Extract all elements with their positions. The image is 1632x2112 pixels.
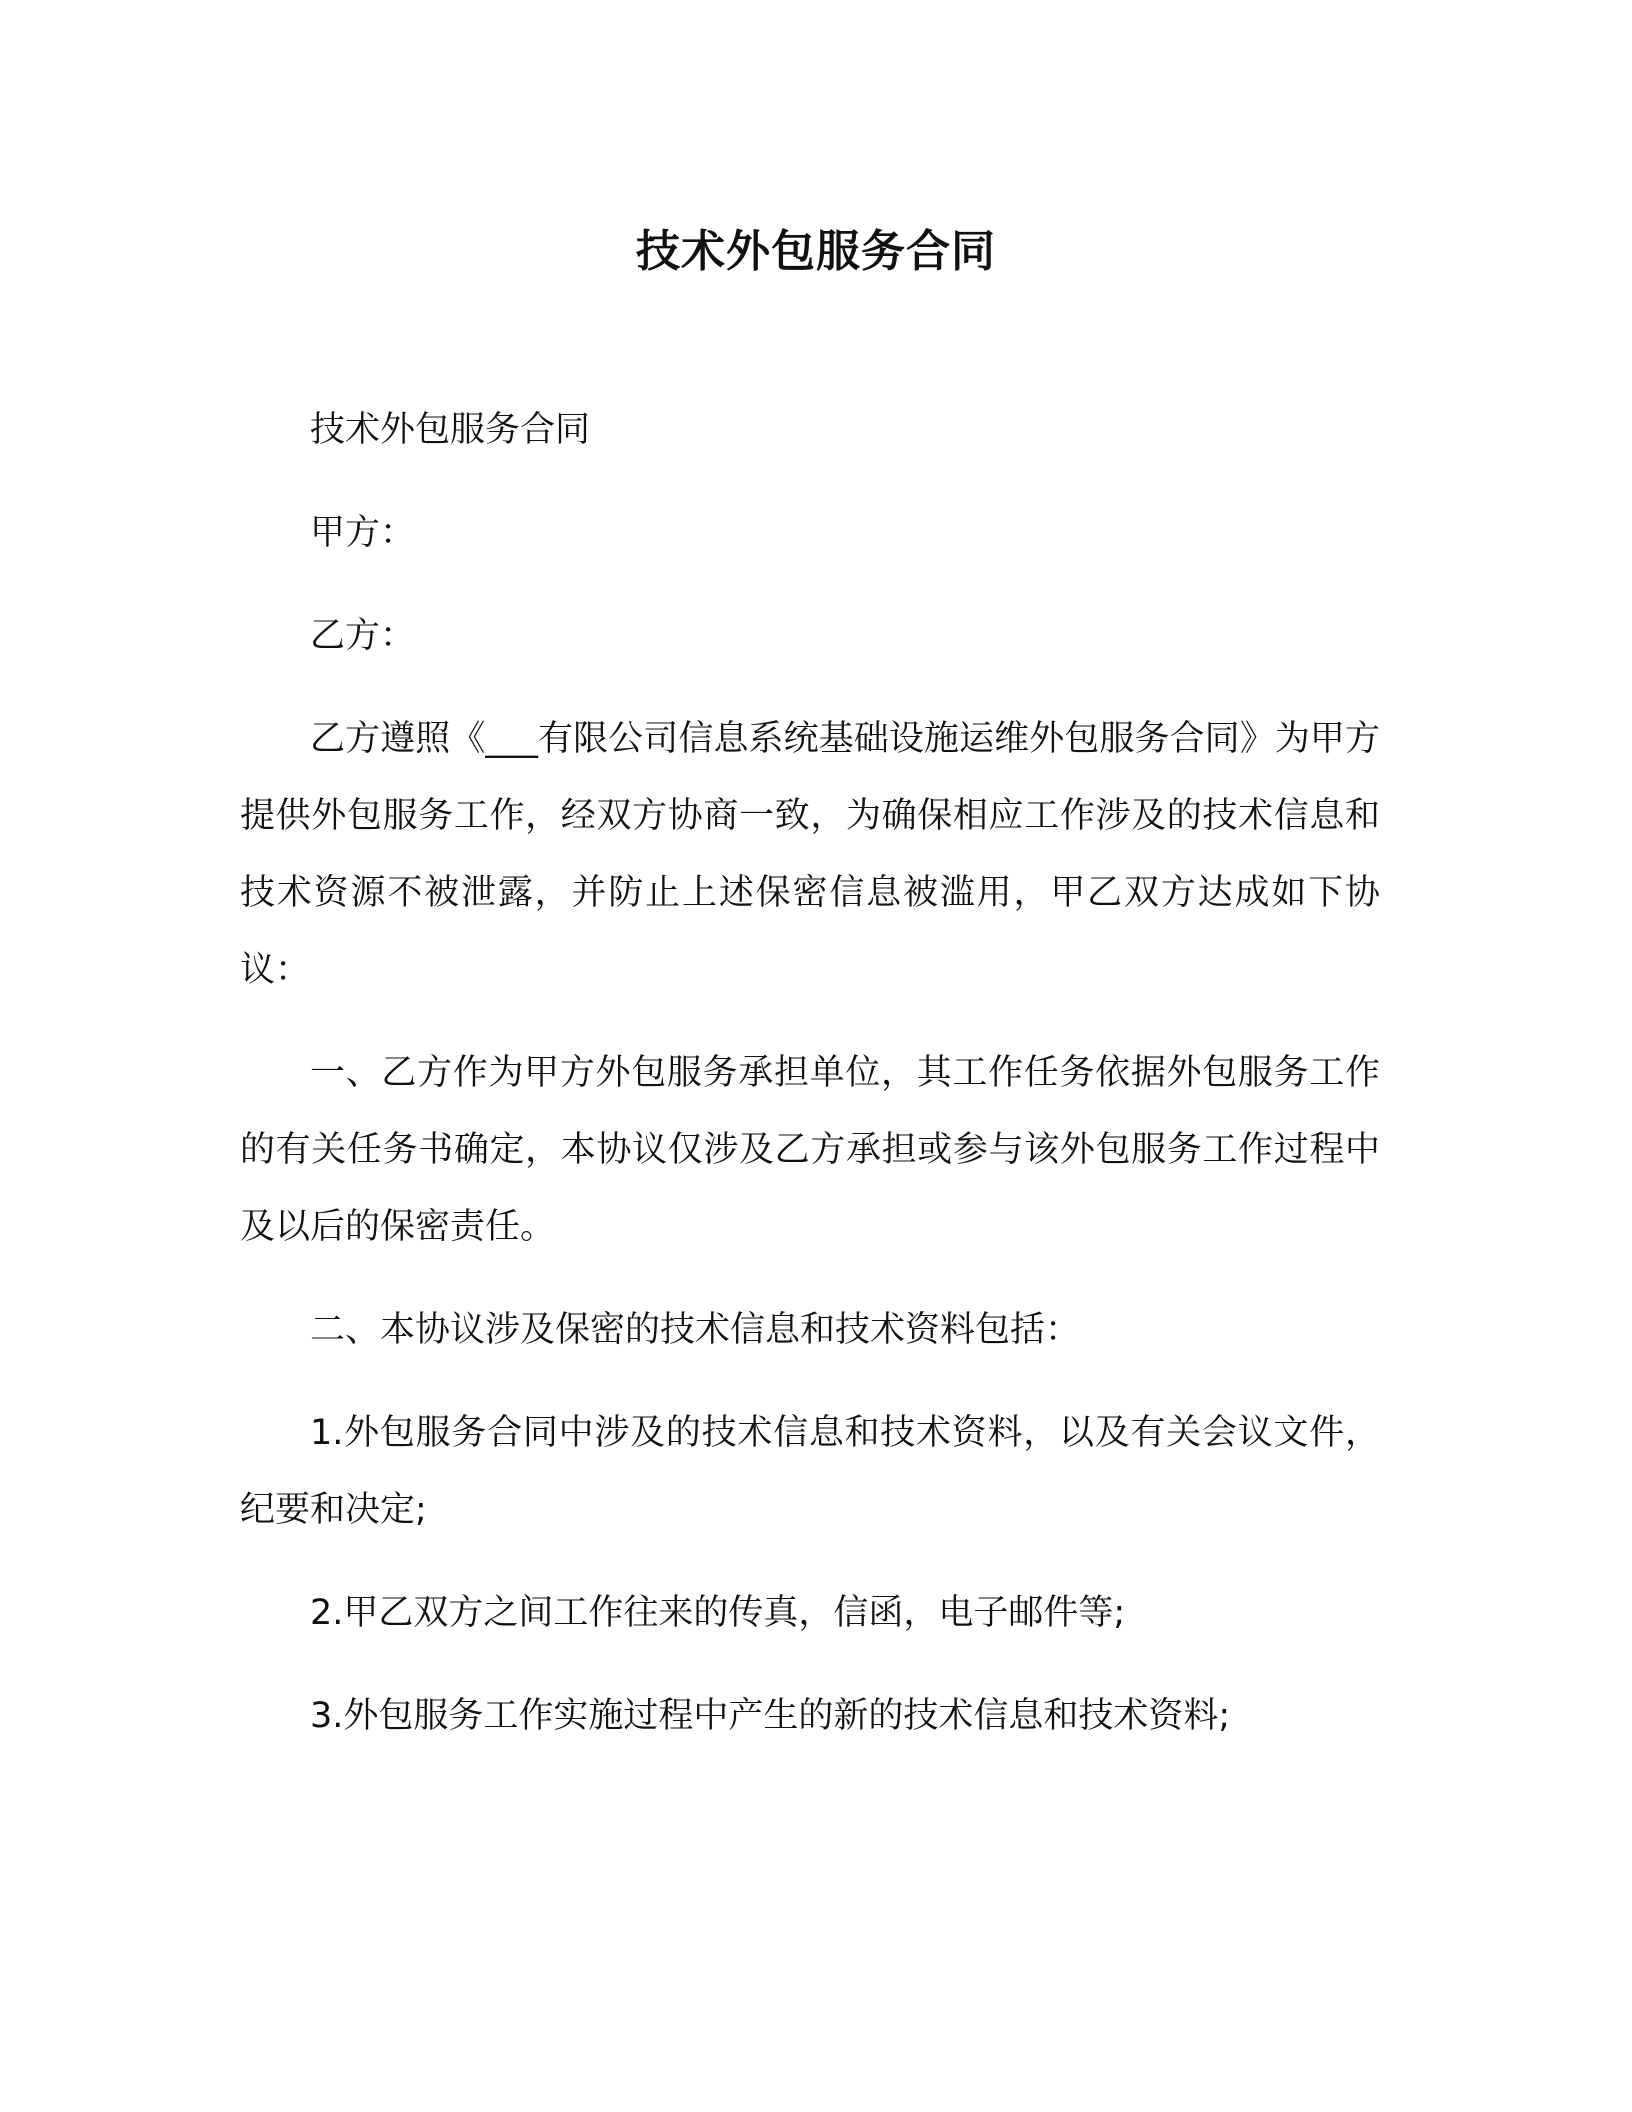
paragraph-item-1: 1.外包服务合同中涉及的技术信息和技术资料，以及有关会议文件，纪要和决定; [240,1413,1380,1530]
paragraph-party-a: 甲方： [310,513,416,553]
paragraph-preamble: 乙方遵照《___有限公司信息系统基础设施运维外包服务合同》为甲方提供外包服务工作，经双方协商一致，为确保相应工作涉及的技术信息和技术资源不被泄露，并防止上述保密信息被滥用，甲乙双方达成如下协议： [240,719,1380,990]
document-title: 技术外包服务合同 [636,226,996,277]
paragraph-party-b: 乙方： [310,616,416,656]
paragraph-item-2: 2.甲乙双方之间工作往来的传真，信函，电子邮件等; [310,1593,1126,1633]
paragraph-subtitle: 技术外包服务合同 [310,410,591,450]
document-body [240,392,1380,1781]
paragraph-clause-2: 二、本协议涉及保密的技术信息和技术资料包括： [310,1310,1081,1350]
paragraph-clause-1: 一、乙方作为甲方外包服务承担单位，其工作任务依据外包服务工作的有关任务书确定，本协议仅涉及乙方承担或参与该外包服务工作过程中及以后的保密责任。 [240,1053,1380,1247]
paragraph-item-3: 3.外包服务工作实施过程中产生的新的技术信息和技术资料; [310,1696,1231,1736]
